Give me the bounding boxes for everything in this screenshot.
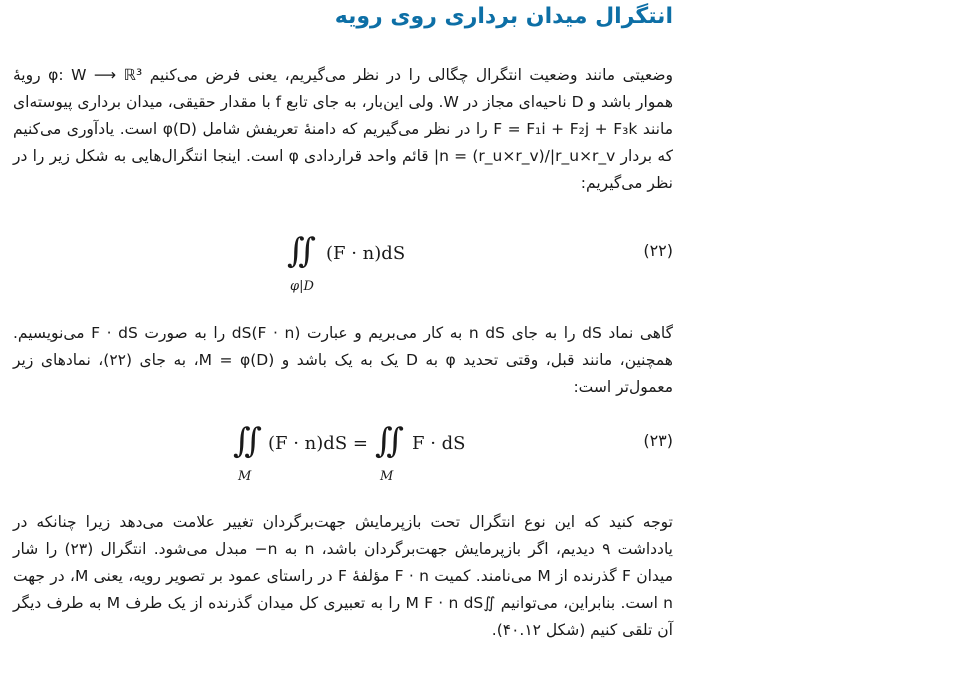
integral-subscript-left: M bbox=[238, 469, 252, 484]
integrand-left: (F · n)dS = bbox=[268, 433, 368, 454]
equation-22 bbox=[0, 231, 960, 295]
integral-subscript-right: M bbox=[380, 469, 394, 484]
equation-number: (۲۳) bbox=[643, 431, 673, 450]
integrand-expression: (F · n)dS bbox=[326, 243, 406, 264]
integral-subscript: φ|D bbox=[290, 279, 314, 294]
double-integral-sign-left: ∬ bbox=[233, 421, 262, 461]
integrand-right: F · dS bbox=[412, 433, 466, 454]
double-integral-sign-right: ∬ bbox=[375, 421, 404, 461]
equation-23 bbox=[0, 421, 960, 485]
paragraph-flux: توجه کنید که این نوع انتگرال تحت بازپرمایش جهت‌برگردان تغییر علامت می‌دهد زیرا چنانکه در یادداشت ۹ دیدیم، اگر بازپرمایش جهت‌برگردان باشد، n به n− مبدل می‌شود. انتگرال (۲۳) را شار میدان F گذرنده از M می‌نامند. کمیت F · n مؤلفهٔ F در راستای عمود بر تصویر رویه، یعنی M، در جهت n است. بنابراین، می‌توانیم ∬M F · n dS را به تعبیری کل میدان گذرنده از یک طرف M به طرف دیگر آن تلقی کنیم (شکل ۴۰.۱۲). bbox=[13, 513, 674, 639]
equation-number: (۲۲) bbox=[643, 241, 673, 260]
paragraph-notation: گاهی نماد dS را به جای n dS به کار می‌بریم و عبارت (F · n)dS را به صورت F · dS می‌نویسیم. همچنین، مانند قبل، وقتی تحدید φ به D یک به یک باشد و M = φ(D)، به جای (۲۲)، نمادهای زیر معمول‌تر است: bbox=[13, 324, 674, 396]
paragraph-intro: وضعیتی مانند وضعیت انتگرال چگالی را در نظر می‌گیریم، یعنی فرض می‌کنیم φ: W ⟶ ℝ³ رویهٔ هموار باشد و D ناحیه‌ای مجاز در W. ولی این‌بار، به جای تابع f با مقدار حقیقی، میدان برداری پیوسته‌ای مانند F = F₁i + F₂j + F₃k را در نظر می‌گیریم که دامنهٔ تعریفش شامل φ(D) است. یادآوری می‌کنیم که بردار n = (r_u×r_v)/|r_u×r_v| قائم واحد قراردادی φ است. اینجا انتگرال‌هایی به شکل زیر را در نظر می‌گیریم: bbox=[13, 66, 674, 192]
section-title: انتگرال میدان برداری روی رویه bbox=[334, 4, 673, 29]
double-integral-sign: ∬ bbox=[287, 231, 316, 271]
